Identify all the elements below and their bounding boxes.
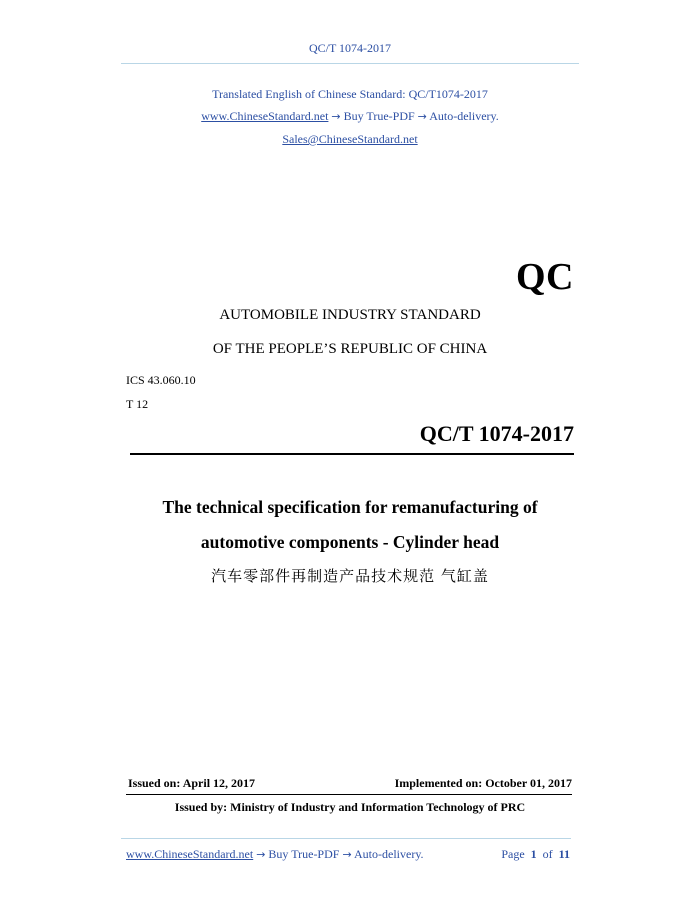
footer-auto-delivery-text: Auto-delivery. — [354, 847, 424, 861]
footer-buy-text: Buy True-PDF — [268, 847, 340, 861]
of-label: of — [542, 847, 553, 861]
website-link[interactable]: www.ChineseStandard.net — [201, 109, 329, 123]
header-divider — [121, 63, 579, 64]
issue-divider — [126, 794, 572, 795]
issuing-authority: Issued by: Ministry of Industry and Information Technology of PRC — [174, 800, 526, 814]
standard-divider — [130, 453, 574, 455]
footer-divider — [121, 838, 571, 839]
sales-email-link[interactable]: Sales@ChineseStandard.net — [282, 132, 418, 146]
purchase-notice — [0, 109, 700, 124]
issue-date: Issued on: April 12, 2017 — [128, 776, 256, 790]
qc-logo: QC — [516, 256, 574, 298]
page-indicator — [501, 847, 570, 862]
org-title-line1: AUTOMOBILE INDUSTRY STANDARD — [219, 307, 481, 323]
classification-code: T 12 — [126, 397, 149, 411]
email-line — [0, 132, 700, 147]
footer-website-link[interactable]: www.ChineseStandard.net — [126, 847, 254, 861]
arrow-right-icon: → — [331, 110, 341, 123]
arrow-right-icon: → — [256, 848, 266, 861]
ics-code: ICS 43.060.10 — [126, 373, 196, 387]
page-number: 1 — [530, 847, 537, 861]
auto-delivery-text: Auto-delivery. — [429, 109, 499, 123]
org-title-line2: OF THE PEOPLE’S REPUBLIC OF CHINA — [212, 341, 488, 357]
arrow-right-icon: → — [417, 110, 427, 123]
page-total: 11 — [558, 847, 570, 861]
translation-notice: Translated English of Chinese Standard: QC/T1074-2017 — [212, 87, 488, 101]
footer-purchase-notice — [126, 847, 424, 862]
document-title-chinese: 汽车零部件再制造产品技术规范 气缸盖 — [211, 567, 489, 585]
document-title-line1: The technical specification for remanufacturing of — [162, 497, 538, 517]
header-standard-code: QC/T 1074-2017 — [308, 41, 392, 55]
document-title-line2: automotive components - Cylinder head — [200, 532, 500, 552]
implementation-date: Implemented on: October 01, 2017 — [394, 776, 572, 790]
buy-true-pdf-text: Buy True-PDF — [343, 109, 415, 123]
standard-number: QC/T 1074-2017 — [419, 421, 574, 446]
page-label: Page — [501, 847, 525, 861]
arrow-right-icon: → — [342, 848, 352, 861]
